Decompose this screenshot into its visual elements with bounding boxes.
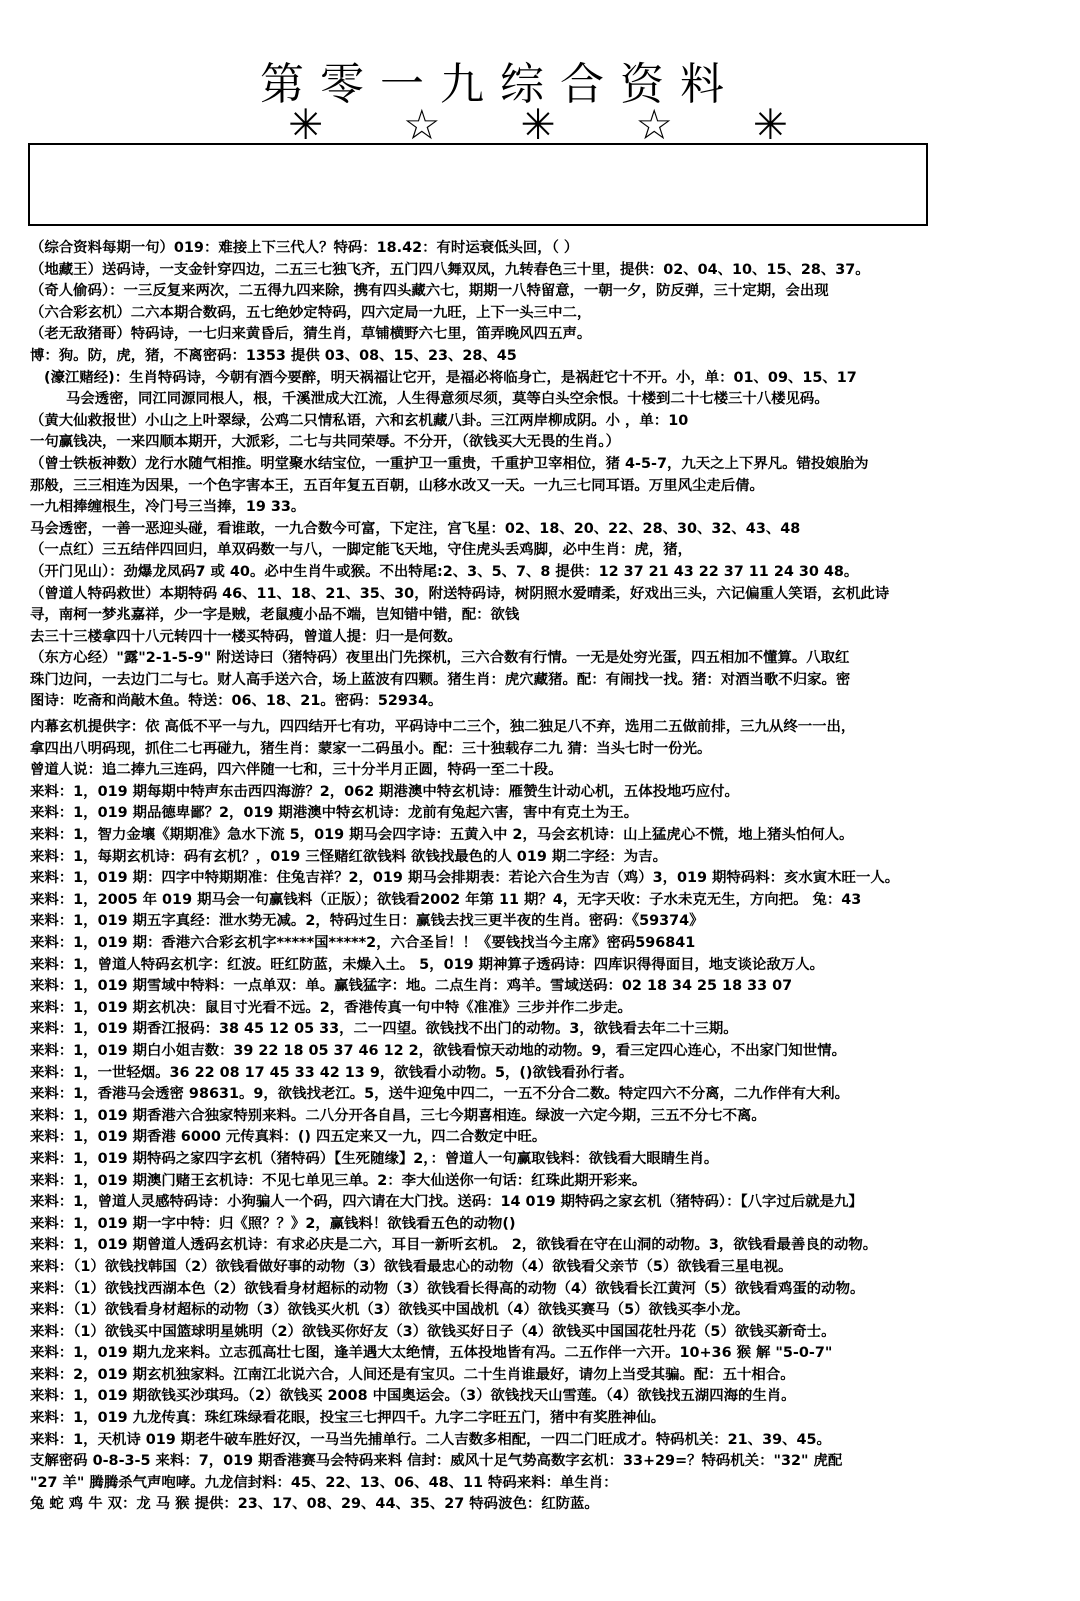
text-line: 那般，三三相连为因果，一个色字害本王，五百年复五百朝，山移水改又一天。一九三七同耳语。万里风尘走后倩。: [30, 477, 764, 494]
text-line: 马会透密，一善一恶迎头碰，看谁敢，一九合数今可富，下定注，宫飞星：02、18、20、22、28、30、32、43、48: [30, 520, 801, 537]
text-line: （六合彩玄机）二六本期合数码，五七绝妙定特码，四六定局一九旺，上下一头三中二，: [30, 304, 592, 321]
text-line: （综合资料每期一句）019：难接上下三代人？特码：18.42：有时运衰低头回，（ ）: [30, 240, 579, 256]
asterisk-icon: ✳: [752, 100, 788, 149]
asterisk-icon: ✳: [520, 100, 556, 149]
text-line: 来料：1，019 期白小姐吉数：39 22 18 05 37 46 12 2，欲钱看惊天动地的动物。9，看三定四心连心，不出家门知世情。: [30, 1042, 846, 1059]
text-line: 来料：1，019 期澳门赌王玄机诗：不见七单见三单。2：李大仙送你一句话：红珠此期开彩来。: [30, 1172, 647, 1189]
text-line: 来料：1，019 期香江报码：38 45 12 05 33，二一四望。欲钱找不出门的动物。3，欲钱看去年二十三期。: [30, 1021, 738, 1038]
text-line: 来料：1，019 期欲钱买沙琪玛。（2）欲钱买 2008 中国奥运会。（3）欲钱找天山雪莲。（4）欲钱找五湖四海的生肖。: [30, 1388, 796, 1405]
text-line: （曾士铁板神数）龙行水随气相推。明堂聚水结宝位，一重护卫一重贵，千重护卫宰相位，猪 4-5-7，九天之上下界凡。错投娘胎为: [30, 455, 869, 472]
text-line: 来料：1，一世轻烟。36 22 08 17 45 33 42 13 9，欲钱看小动物。5，()欲钱看孙行者。: [30, 1064, 634, 1081]
text-line: 来料：1，019 期特码之家四字玄机（猪特码）【生死随缘】2，：曾道人一句赢取钱料：欲钱看大眼睛生肖。: [30, 1150, 719, 1167]
text-line: 来料：（1）欲钱买中国篮球明星姚明（2）欲钱买你好友（3）欲钱买好日子（4）欲钱买中国国花牡丹花（5）欲钱买新奇士。: [30, 1323, 836, 1340]
text-line: （一点红）三五结伴四回归，单双码数一与八，一脚定能飞天地，守住虎头丢鸡脚，必中生肖：虎，猪，: [30, 542, 692, 559]
asterisk-icon: ✳: [288, 100, 324, 149]
text-line: 一句赢钱决，一来四顺本期开，大派彩，二七与共同荣辱。不分开，（欲钱买大无畏的生肖。）: [30, 434, 621, 451]
text-line: 曾道人说：追二捧九三连码，四六伴随一七和，三十分半月正圆，特码一至二十段。: [30, 762, 563, 779]
text-line: （黄大仙救报世）小山之上叶翠绿，公鸡二只情私语，六和玄机藏八卦。三江两岸柳成阴。小 ，单：10: [30, 412, 689, 429]
text-line: 来料：1，019 期香港 6000 元传真料：() 四五定来又一九，四二合数定中旺。: [30, 1129, 547, 1146]
text-line: 内幕玄机提供字：依 高低不平一与九，四四结开七有功，平码诗中二三个，独二独足八不弃，选用二五做前排，三九从终一一出，: [30, 719, 856, 736]
text-line: （开门见山）：劲爆龙凤码7 或 40。必中生肖牛或猴。不出特尾:2、3、5、7、8 提供：12 37 21 43 22 37 11 24 30 48。: [30, 563, 859, 580]
text-line: （曾道人特码救世）本期特码 46、11、18、21、35、30，附送特码诗，树阴照水爱晴柔，好戏出三头，六记偏重人笑语，玄机此诗: [30, 585, 890, 602]
text-line: 珠门边问，一去边门二与七。财人高手送六合，场上蓝波有四颗。猪生肖：虎穴藏猪。配：有闹找一找。猪：对酒当歌不归家。密: [30, 671, 851, 688]
text-line: 博：狗。防，虎，猪，不离密码：1353 提供 03、08、15、23、28、45: [30, 347, 517, 364]
text-line: 来料：1，019 期玄机决：鼠目寸光看不远。2，香港传真一句中特《准准》三步并作二步走。: [30, 999, 632, 1016]
text-line: 来料：1，2005 年 019 期马会一句赢钱料（正版）；欲钱看2002 年第 11 期？4，无字天收：子水未克无生，方向把。 兔：43: [30, 891, 862, 908]
text-line: 马会透密，同江同源同根人，根，千溪泄成大江流，人生得意须尽须，莫等白头空余恨。十楼到二十七楼三十八楼见码。: [66, 391, 829, 408]
text-line: （地藏王）送码诗，一支金针穿四边，二五三七独飞齐，五门四八舞双凤，九转春色三十里，提供：02、04、10、15、28、37。: [30, 261, 870, 278]
text-line: 一九相捧缠根生，冷门号三当捧，19 33。: [30, 499, 306, 516]
text-line: 寻，南柯一梦兆嘉祥，少一字是贼，老鼠瘦小品不端，岂知错中错，配：欲钱: [30, 607, 520, 624]
text-line: "27 羊" 腾腾杀气声咆哮。九龙信封料：45、22、13、06、48、11 特码来料：单生肖：: [30, 1474, 618, 1491]
star-icon: ☆: [635, 100, 674, 149]
text-line: 来料：1，019 期雪域中特料：一点单双：单。赢钱猛字：地。二点生肖：鸡羊。雪域送码：02 18 34 25 18 33 07: [30, 978, 793, 995]
page-title: 第零一九综合资料: [260, 59, 740, 110]
text-line: 拿四出八明码现，抓住二七再碰九，猪生肖：蒙家一二码虽小。配：三十独载存二九 猜：当头七时一份光。: [30, 740, 712, 757]
text-line: 去三十三楼拿四十八元转四十一楼买特码，曾道人提：归一是何数。: [30, 628, 462, 645]
text-line: 来料：1，019 期品德卑鄙？2，019 期港澳中特玄机诗：龙前有兔起六害，害中有克土为王。: [30, 805, 639, 822]
text-line: 来料：1，智力金壤《期期准》急水下流 5，019 期马会四字诗：五黄入中 2，马会玄机诗：山上猛虎心不慌，地上猪头怕何人。: [30, 827, 854, 844]
text-line: 来料：（1）欲钱找西湖本色（2）欲钱看身材超标的动物（3）欲钱看长得高的动物（4）欲钱看长江黄河（5）欲钱看鸡蛋的动物。: [30, 1280, 865, 1297]
text-line: 来料：1，019 期：香港六合彩玄机字*****国*****2，六合圣旨！！《要钱找当今主席》密码596841: [30, 935, 696, 951]
text-line: 来料：1，019 期每期中特声东击西四海游？2，062 期港澳中特玄机诗：雁赞生计动心机，五体投地巧应付。: [30, 783, 739, 800]
text-line: 来料：1，香港马会透密 98631。9，欲钱找老江。5，送牛迎兔中四二，一五不分合二数。特定四六不分离，二九作伴有大利。: [30, 1086, 850, 1103]
text-line: 来料：1，019 期九龙来料。立志孤高壮七图，逢羊遇大太绝情，五体投地皆有冯。二五作伴一六开。10+36 猴 解 "5-0-7": [30, 1345, 833, 1362]
text-line: 来料：1，019 期：四字中特期期准：住兔吉祥？2，019 期马会排期表：若论六合生为吉（鸡）3，019 期特码料：亥水寅木旺一人。: [30, 870, 900, 887]
text-line: 兔 蛇 鸡 牛 双：龙 马 猴 提供：23、17、08、29、44、35、27 特码波色：红防蓝。: [30, 1496, 599, 1513]
text-line: 来料：2，019 期玄机独家料。江南江北说六合，人间还是有宝贝。二十生肖谁最好，请勿上当受其骗。配：五十相合。: [30, 1366, 795, 1383]
text-line: 来料：1，019 期香港六合独家特别来料。二八分开各自昌，三七今期喜相连。绿波一六定今期，三五不分七不离。: [30, 1107, 766, 1124]
text-line: (濠江赌经)：生肖特码诗，今朝有酒今要醉，明天祸福让它开，是福必将临身亡，是祸赶它十不开。小，单：01、09、15、17: [44, 369, 857, 386]
text-line: （老无敌猪哥）特码诗，一七归来黄昏后，猜生肖，草铺横野六七里，笛弄晚风四五声。: [30, 326, 592, 343]
content-body: [30, 238, 1060, 1516]
text-line: 来料：1，019 期五字真经：泄水势无减。2，特码过生日：赢钱去找三更半夜的生肖。密码：《59374》: [30, 913, 704, 930]
blank-banner-box: [28, 143, 928, 226]
text-line: 来料：1，019 九龙传真：珠红珠绿看花眼，投宝三七押四千。九字二字旺五门，猪中有奖胜神仙。: [30, 1410, 666, 1427]
text-line: 图诗：吃斋和尚敲木鱼。特送：06、18、21。密码：52934。: [30, 693, 443, 710]
text-line: 来料：（1）欲钱找韩国（2）欲钱看做好事的动物（3）欲钱看最忠心的动物（4）欲钱看父亲节（5）欲钱看三星电视。: [30, 1258, 793, 1275]
text-line: （东方心经）"露"2-1-5-9" 附送诗曰（猪特码）夜里出门先探机，三六合数有行情。一无是处穷光蛋，四五相加不懂算。八取红: [30, 650, 850, 667]
text-line: 来料：1，天机诗 019 期老牛破车胜好汉，一马当先捕单行。二人吉数多相配，一四二门旺成才。特码机关：21、39、45。: [30, 1431, 831, 1448]
text-line: 来料：1，019 期一字中特：归《照？？》2，赢钱料！欲钱看五色的动物(): [30, 1215, 516, 1232]
text-line: 来料：1，019 期曾道人透码玄机诗：有求必庆是二六，耳目一新听玄机。 2，欲钱看在守在山洞的动物。3，欲钱看最善良的动物。: [30, 1237, 878, 1254]
star-icon: ☆: [402, 100, 441, 149]
text-line: 支解密码 0-8-3-5 来料：7，019 期香港赛马会特码来料 信封：威风十足气势高数字玄机：33+29=？特码机关："32" 虎配: [30, 1453, 843, 1470]
text-line: 来料：1，每期玄机诗：码有玄机？，019 三怪赌红欲钱料 欲钱找最色的人 019 期二字经：为吉。: [30, 848, 667, 865]
text-line: 来料：1，曾道人特码玄机字：红波。旺红防蓝，未燥入土。 5，019 期神算子透码诗：四库识得得面目，地支谈论敌万人。: [30, 956, 825, 973]
text-line: （奇人偷码）：一三反复来两次，二五得九四来除，携有四头藏六七，期期一八特留意，一朝一夕，防反弹，三十定期，会出现: [30, 283, 829, 300]
text-line: 来料：（1）欲钱看身材超标的动物（3）欲钱买火机（3）欲钱买中国战机（4）欲钱买赛马（5）欲钱买李小龙。: [30, 1302, 750, 1319]
text-line: 来料：1，曾道人灵感特码诗：小狗骗人一个码，四六请在大门找。送码：14 019 期特码之家玄机（猪特码）：【八字过后就是九】: [30, 1194, 863, 1211]
